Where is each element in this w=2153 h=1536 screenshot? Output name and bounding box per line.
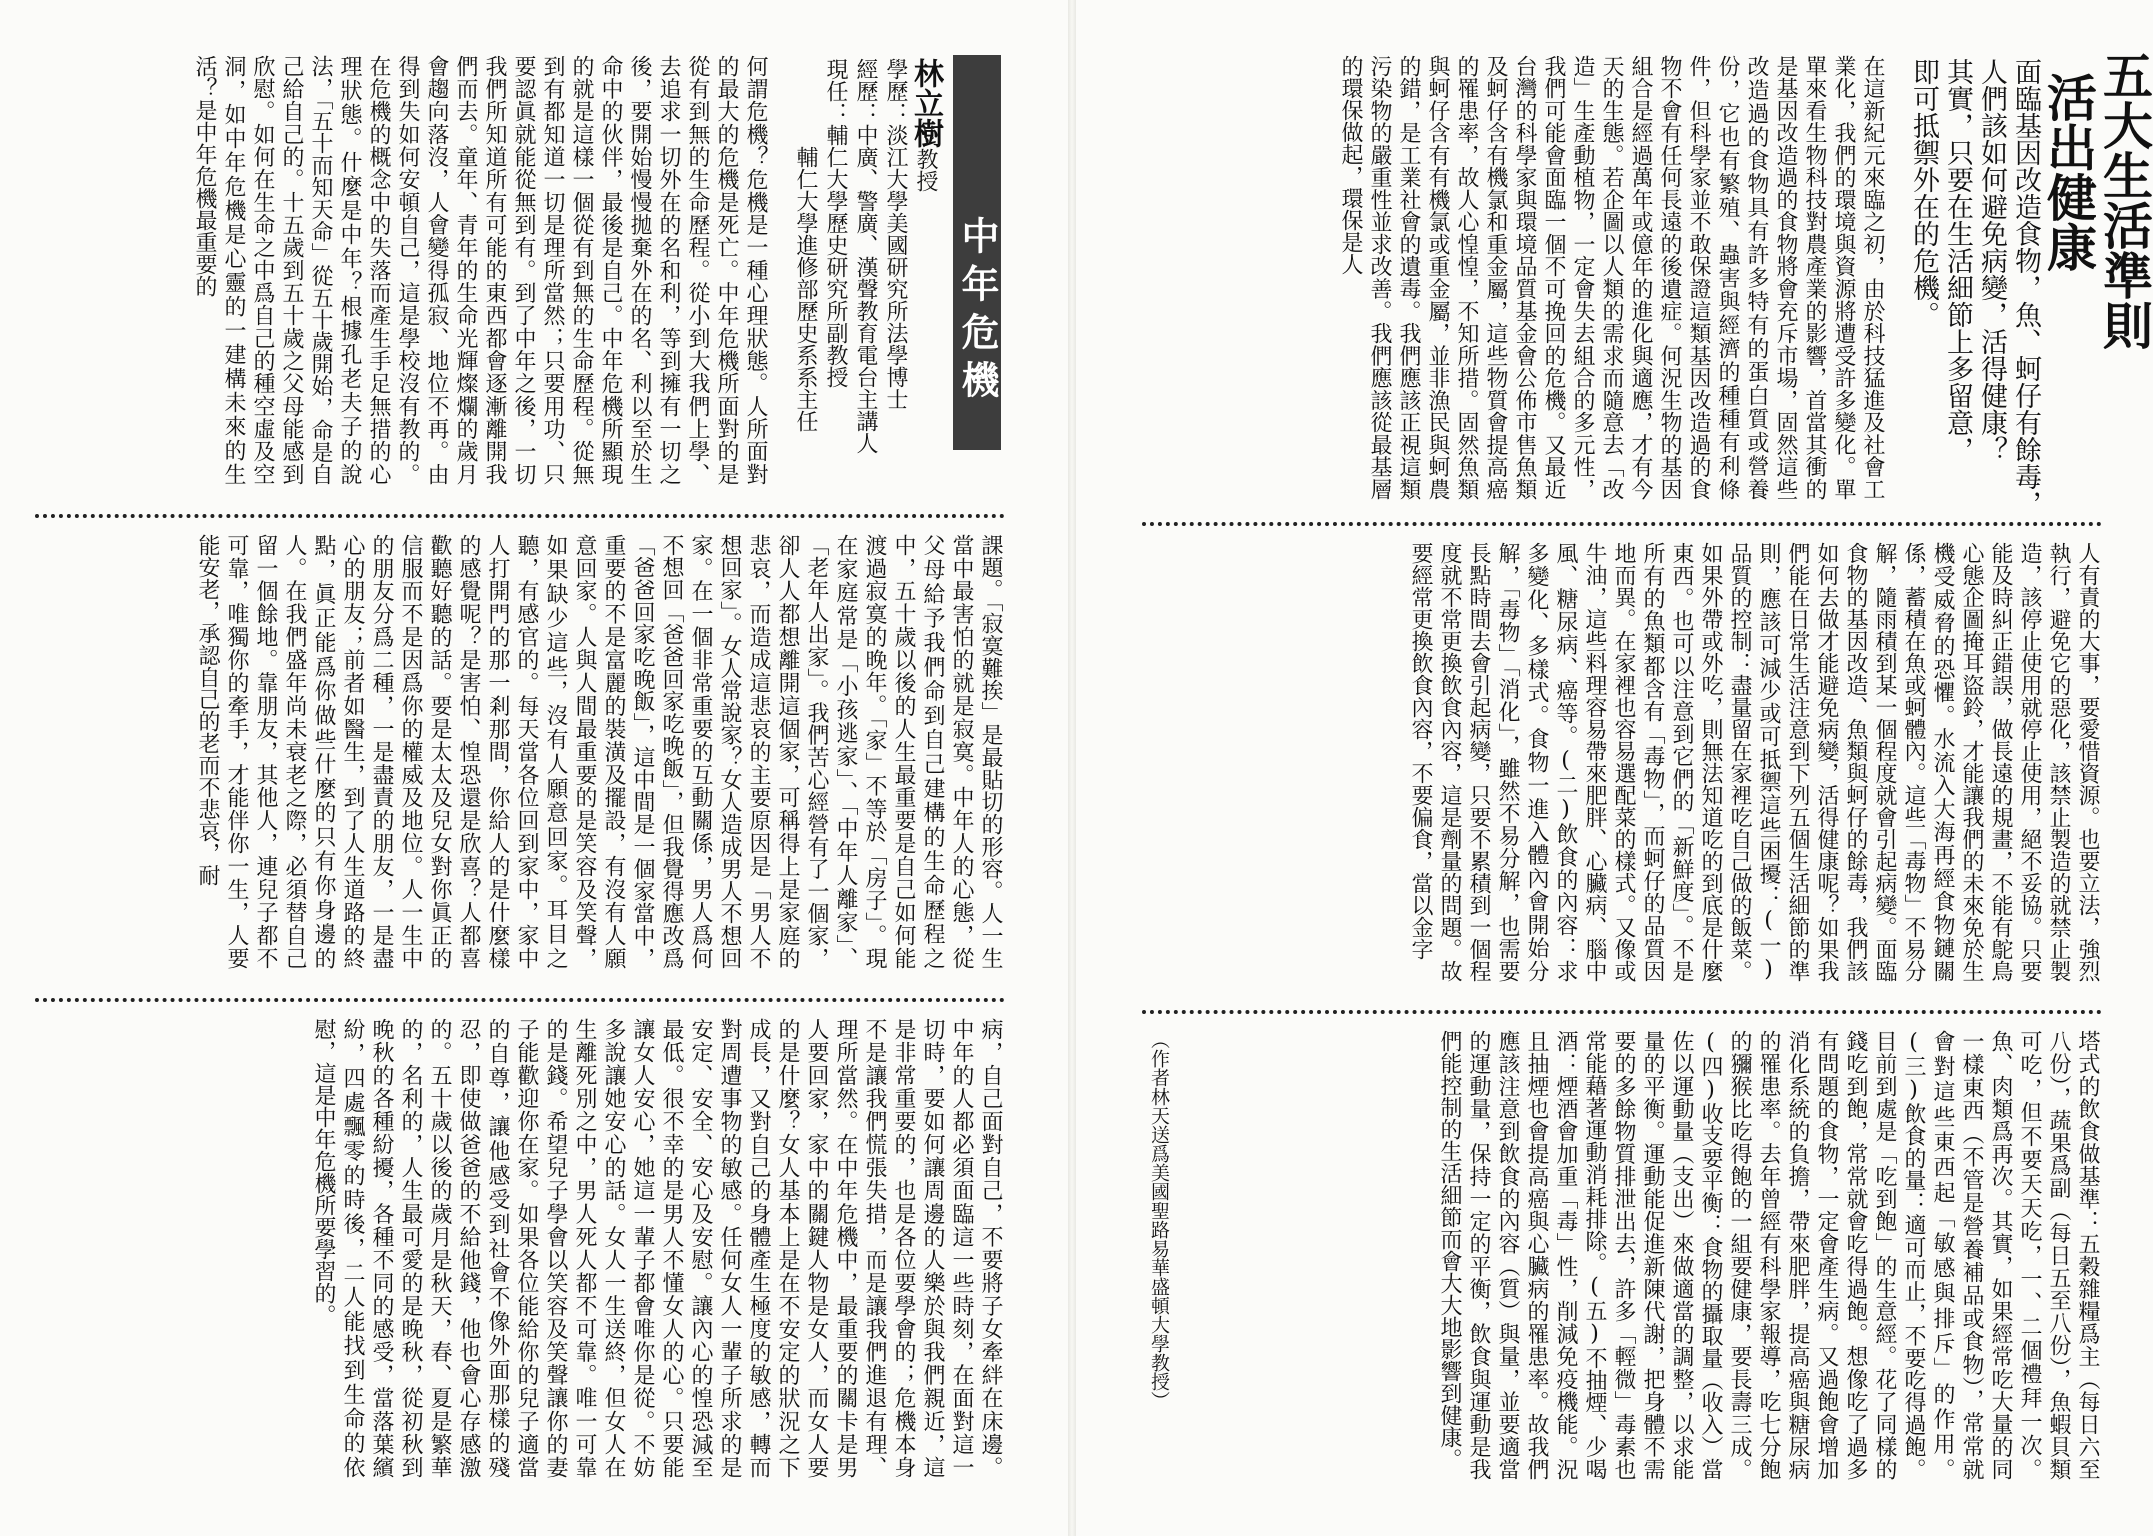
intro-line-1: 面臨基因改造食物，魚、蚵仔有餘毒， — [2010, 58, 2041, 517]
left-page — [0, 0, 1072, 1536]
author-info — [780, 58, 943, 478]
article-title — [2032, 50, 2152, 510]
author-credit — [1132, 1030, 1172, 1480]
intro-line-4: 即可抵禦外在的危機。 — [1908, 58, 1939, 328]
author-current-1: 現任：輔仁大學歷史研究所副教授 — [823, 58, 848, 388]
section-banner — [953, 55, 1001, 450]
divider-left-1 — [35, 514, 1005, 518]
intro-line-2: 人們該如何避免病變，活得健康？ — [1976, 58, 2007, 463]
article-right-middle — [1142, 542, 2102, 982]
author-title: 教授 — [913, 148, 938, 192]
article-right-top-text: 在這新紀元來臨之初，由於科技猛進及社會工業化，我們的環境與資源將遭受許多變化。單單來看生物科技對農產業的影響，首當其衝的是基因改造過的食物將會充斥市場，固然這些改造過的食物具有許多特有的蛋白質或營養份，它也有繁殖、蟲害與經濟的種種有利條件，但科學家並不敢保證這類基因改造過的食物不會有任何長遠的後遺症。何況生物的基因組合是經過萬年或億年的進化與適應，才有今天的生態。若企圖以人類的需求而隨意去「改造」生產動植物，一定會失去組合的多元性，我們可能會面臨一個不可挽回的危機。又最近台灣的科學家與環境品質基金會公佈市售魚類及蚵仔含有機氯和重金屬，這些物質會提高癌的罹患率，故人心惶惶，不知所措。固然魚類與蚵仔含有有機氯或重金屬，並非漁民與蚵農的錯，是工業社會的遺毒。我們應該正視這類污染物的嚴重性並求改善。我們應該從最基層的環保做起，環保是人 — [1338, 55, 1885, 500]
author-education: 學歷：淡江大學美國研究所法學博士 — [883, 58, 908, 410]
article-left-bottom — [45, 1018, 1005, 1478]
author-current-2: 輔仁大學進修部歷史系系主任 — [793, 146, 818, 432]
divider-right-1 — [1142, 522, 2102, 526]
article-right-bottom-text: 塔式的飲食做基準：五穀雜糧爲主（每日六至八份），蔬果爲副（每日五至八份），魚蝦貝類可吃，但不要天天吃，一、二個禮拜一次。魚、肉類爲再次。其實，如果經常吃大量的同一樣東西（不管是營養補品或食物），常常就會對這些東西起「敏感與排斥」的作用。(三)飲食的量：適可而止，不要吃得過飽。目前到處是「吃到飽」的生意經。花了同樣的錢吃到飽，常常就會吃得過飽。想像吃了過多有問題的食物，一定會產生病。又過飽會增加消化系統的負擔，帶來肥胖，提高癌與糖尿病的罹患率。去年曾經有科學家報導，吃七分飽的獼猴比吃得飽的一組要健康，要長壽三成。(四)收支要平衡：食物的攝取量（收入）當佐以運動量（支出）來做適當的調整，以求能量的平衡。運動能促進新陳代謝，把身體不需要的多餘物質排泄出去，許多「輕微」毒素也常能藉著運動消耗排除。(五)不抽煙、少喝酒：煙酒會加重「毒」性，削減免疫機能。況且抽煙也會提高癌與心臟病的罹患率。故我們應該注意到飲食的內容（質）與量，並要適當的運動量，保持一定的平衡，飲食與運動是我們能控制的生活細節而會大大地影響到健康。 — [1437, 1030, 2100, 1480]
article-left-middle — [45, 534, 1005, 969]
credit-text: （作者林天送爲美國聖路易華盛頓大學教授） — [1148, 1030, 1170, 1410]
article-left-top — [40, 55, 770, 485]
author-experience: 經歷：中廣、警廣、漢聲教育電台主講人 — [853, 58, 878, 454]
article-right-middle-text: 人有責的大事，要愛惜資源。也要立法，強烈執行，避免它的惡化，該禁止製造的就禁止製造，該停止使用就停止使用，絕不妥協。只要能及時糾正錯誤，做長遠的規畫，不能有鴕鳥心態企圖掩耳盜鈴，才能讓我們的未來免於生機受威脅的恐懼。水流入大海再經食物鏈關係，蓄積在魚或蚵體內。這些「毒物」不易分解，隨雨積到某一個程度就會引起病變。面臨食物的基因改造、魚類與蚵仔的餘毒，我們該如何去做才能避免病變，活得健康呢？如果我們能在日常生活注意到下列五個生活細節的準則，應該可減少或可抵禦這些困擾：(一)品質的控制：盡量留在家裡吃自己做的飯菜。如果外帶或外吃，則無法知道吃的到底是什麼東西。也可以注意到它們的「新鮮度」。不是所有的魚類都含有「毒物」，而蚵仔的品質因地而異。在家裡也容易選配菜的樣式。又像或牛油，這些料理容易帶來肥胖、心臟病、腦中風、糖尿病、癌等。(二)飲食的內容：求多變化、多樣式。食物一進入體內會開始分解，「毒物」「消化」，雖然不易分解，也需要長點時間去會引起病變，只要不累積到一個程度就不常更換飲食內容，這是劑量的問題。故要經常更換飲食內容，不要偏食，當以金字 — [1408, 542, 2100, 982]
banner-text: 中年危機 — [955, 215, 999, 408]
right-page — [1072, 0, 2153, 1536]
article-left-bottom-text: 病，自己面對自己，不要將子女牽絆在床邊。中年的人都必須面臨這一些時刻，在面對這一切時，要如何讓周邊的人樂於與我們親近，這是非常重要的，也是各位要學會的；危機本身不是讓我們慌張失措，而是讓我們進退有理、理所當然。在中年危機中，最重要的關卡是男人要回家，家中的關鍵人物是女人，而女人要的是什麼？女人基本上是在不安定的狀況之下成長，又對自己的身體產生極度的敏感，轉而對周遭事物的敏感。任何女人一輩子所求的是安定、安全、安心及安慰。讓內心的惶恐減至最低。很不幸的是男人不懂女人的心。只要能讓女人安心，她這一輩子都會唯你是從。不妨多說讓她安心的話。女人一生送終，但女人在生離死別之中，男人死人都不可靠。唯一可靠的是錢。希望兒子學會以笑容及笑聲讓你的妻子能歡迎你在家。如果各位能給你的兒子適當的自尊，讓他感受到社會不像外面那樣的殘忍，即使做爸爸的不給他錢，他也會心存感激的。五十歲以後的歲月是秋天，春、夏是繁華的，名利的，人生最可愛的是晚秋，從初秋到晚秋的各種紛擾，各種不同的感受，當落葉繽紛，四處飄零的時後，二人能找到生命的依慰，這是中年危機所要學習的。 — [311, 1018, 1003, 1478]
article-left-top-text: 何謂危機？危機是一種心理狀態。人所面對的最大的危機是死亡。中年危機所面對的是從有到無的生命歷程。從小到大我們上學、去追求一切外在的名和利，等到擁有一切之後，要開始慢慢拋棄外在的名、利以至於生命中的伙伴，最後是自己。中年危機所顯現的就是這樣一個從有到無的生命歷程。從無到有都知道一切是理所當然；只要用功、只要認眞就能從無到有。到了中年之後，一切我們所知道所有可能的東西都會逐漸離開我們而去。童年、青年的生命光輝燦爛的歲月會趨向落沒，人會變得孤寂、地位不再。由得到失如何安頓自己，這是學校沒有教的。在危機的概念中的失落而產生手足無措的心理狀態。什麼是中年？根據孔老夫子的說法，「五十而知天命」從五十歲開始，命是自己給自己的。十五歲到五十歲之父母能感到欣慰。如何在生命之中爲自己的種空虛及空洞，如中年危機是心靈的一建構未來的生活？是中年危機最重要的 — [192, 55, 768, 485]
article-left-middle-text: 課題。「寂寞難挨」是最貼切的形容。人一生當中最害怕的就是寂寞。中年人的心態，從父母給予我們命到自己建構的生命歷程之中，五十歲以後的人生最重要是自己如何能渡過寂寞的晚年。「家」不等於「房子」。現在家庭常是「小孩逃家」、「中年人離家」、「老年人出家」。我們苦心經營有了一個家，卻人人都想離開這個家，可稱得上是家庭的悲哀，而造成這悲哀的主要原因是「男人不想回家」。女人常說家？女人造成男人不想回家。在一個非常重要的互動關係，男人爲何不想回「爸爸回家吃晚飯」，但我覺得應改爲「爸爸回家吃晚飯」，這中間是一個家當中，重要的不是富麗的裝潢及擺設，有沒有人願意回家。人與人間最重要的是笑容及笑聲，如果缺少這些，沒有人願意回家。耳目之聽，有感官的。每天當各位回到家中，家中人打開門的那一剎那間，你給人的是什麼樣的感覺呢？是害怕、惶恐還是欣喜？人都喜歡聽好聽的話。要是太太及兒女對你眞正的信服而不是因爲你的權威及地位。人一生中的朋友分爲二種，一是盡責的朋友，一是盡心的朋友；前者如醫生，到了人生道路的終點，眞正能爲你做些什麼的只有你身邊的人。在我們盛年尚未衰老之際，必須替自己留一個餘地。靠朋友，其他人，連兒子都不可靠，唯獨你的牽手，才能伴你一生，人要能安老，承認自己的老而不悲哀，耐 — [195, 534, 1003, 969]
title-sub: 活出健康 — [2039, 72, 2097, 272]
divider-right-2 — [1142, 1010, 2102, 1014]
intro-line-3: 其實，只要在生活細節上多留意， — [1942, 58, 1973, 463]
article-right-top — [1112, 55, 1887, 500]
title-main: 五大生活準則 — [2095, 50, 2153, 350]
divider-left-2 — [35, 998, 1005, 1002]
author-name: 林立樹 — [908, 58, 943, 148]
article-right-bottom — [1182, 1030, 2102, 1480]
intro-lede — [1892, 58, 2042, 518]
